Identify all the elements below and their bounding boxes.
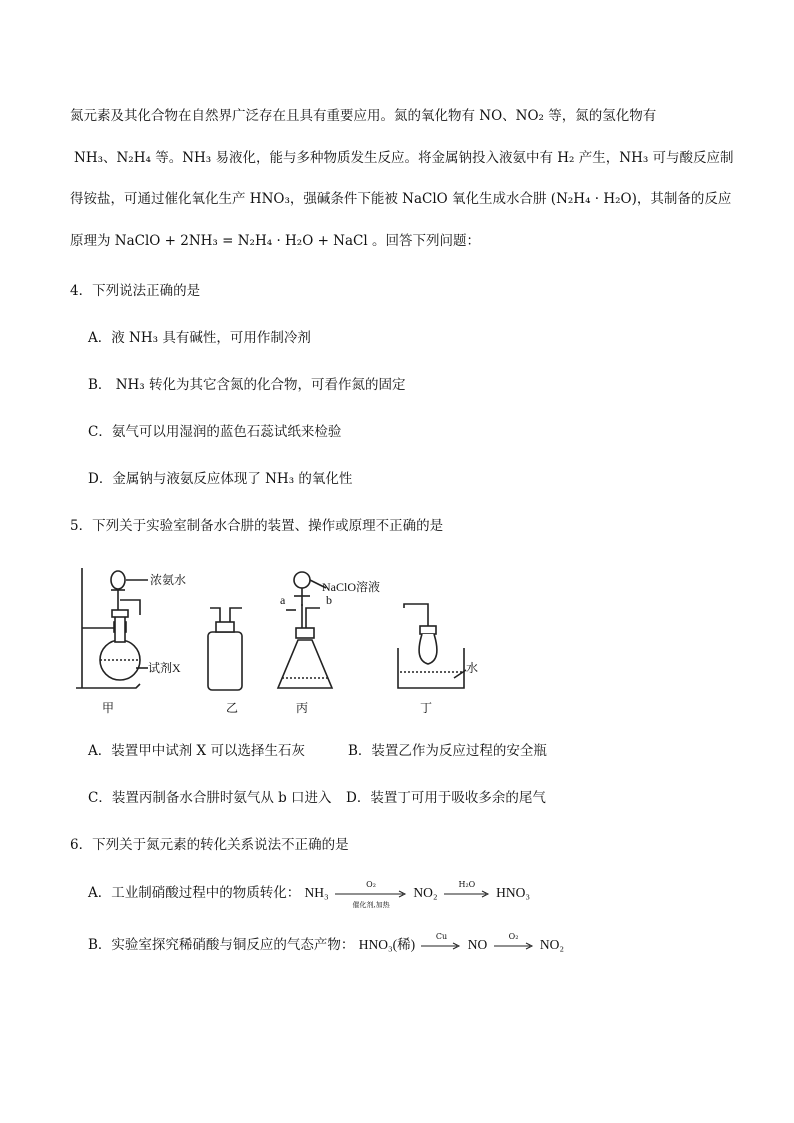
q6-a-product-2: HNO₃ — [496, 885, 531, 900]
q6-b-arrow-1 — [421, 931, 461, 950]
label-jia: 甲 — [102, 701, 115, 715]
q6-a-arrow-2 — [444, 879, 490, 898]
q6-stem: 6．下列关于氮元素的转化关系说法不正确的是 — [70, 837, 349, 853]
q5-option-c: C．装置丙制备水合肼时氨气从 b 口进入 — [88, 790, 332, 806]
q4-option-c: C．氨气可以用湿润的蓝色石蕊试纸来检验 — [88, 424, 342, 440]
q6-b-arrow-2 — [494, 931, 534, 950]
label-conc-ammonia: 浓氨水 — [150, 573, 187, 587]
q6-b-product-2: NO₂ — [539, 937, 565, 952]
q6-a-arrow-2-top: H₂O — [458, 879, 476, 889]
q5-option-a: A．装置甲中试剂 X 可以选择生石灰 — [88, 743, 305, 759]
q6-a-arrow-1 — [335, 879, 407, 909]
q4-stem: 4．下列说法正确的是 — [70, 283, 201, 299]
q4-option-a: A．液 NH₃ 具有碱性，可用作制冷剂 — [88, 330, 311, 346]
stand-base — [76, 684, 140, 688]
label-yi: 乙 — [226, 701, 239, 715]
intro-line-1: 氮元素及其化合物在自然界广泛存在且具有重要应用。氮的氧化物有 NO、NO₂ 等，氮的氢化物有 — [70, 108, 657, 124]
label-a: a — [280, 593, 286, 607]
intro-line-4: 原理为 NaClO + 2NH₃ = N₂H₄ · H₂O + NaCl 。回答下列问题： — [70, 233, 480, 249]
q6-b-arrow-2-top: O₂ — [508, 931, 519, 941]
intro-line-2: NH₃、N₂H₄ 等。NH₃ 易液化，能与多种物质发生反应。将金属钠投入液氨中有 H₂ 产生，NH₃ 可与酸反应制 — [74, 150, 734, 166]
q6-b-arrow-1-top: Cu — [435, 931, 448, 941]
q6-a-arrow-1-bottom: 催化剂,加热 — [352, 900, 390, 909]
q5-stem: 5．下列关于实验室制备水合肼的装置、操作或原理不正确的是 — [70, 518, 444, 534]
q4-option-d: D．金属钠与液氨反应体现了 NH₃ 的氧化性 — [88, 471, 353, 487]
label-bing: 丙 — [296, 701, 309, 715]
q6-b-product-1: NO — [467, 937, 488, 952]
q6-b-reactant-1: HNO₃(稀) — [358, 937, 416, 952]
q6-option-a — [88, 879, 531, 909]
q6-a-arrow-1-top: O₂ — [366, 879, 376, 889]
apparatus-figure — [70, 560, 510, 720]
q4-option-b: B． NH₃ 转化为其它含氮的化合物，可看作氮的固定 — [88, 377, 406, 393]
q6-a-product-1: NO₂ — [413, 885, 438, 900]
q6-a-reactant-1: NH₃ — [304, 885, 329, 900]
conical-flask — [278, 640, 332, 688]
q5-option-b: B．装置乙作为反应过程的安全瓶 — [348, 743, 547, 759]
intro-line-3: 得铵盐，可通过催化氧化生产 HNO₃，强碱条件下能被 NaClO 氧化生成水合肼 (N₂H₄ · H₂O)，其制备的反应 — [70, 191, 732, 207]
label-naclo: NaClO溶液 — [322, 580, 380, 594]
q6-a-prefix: A．工业制硝酸过程中的物质转化： — [88, 885, 301, 901]
q5-option-d: D．装置丁可用于吸收多余的尾气 — [346, 790, 546, 806]
label-reagent-x: 试剂X — [148, 661, 181, 675]
label-water: 水 — [466, 661, 479, 675]
safety-bottle — [208, 632, 242, 690]
label-ding: 丁 — [420, 701, 433, 715]
q6-b-prefix: B．实验室探究稀硝酸与铜反应的气态产物： — [88, 937, 355, 953]
label-b: b — [326, 593, 332, 607]
q6-option-b — [88, 931, 565, 955]
